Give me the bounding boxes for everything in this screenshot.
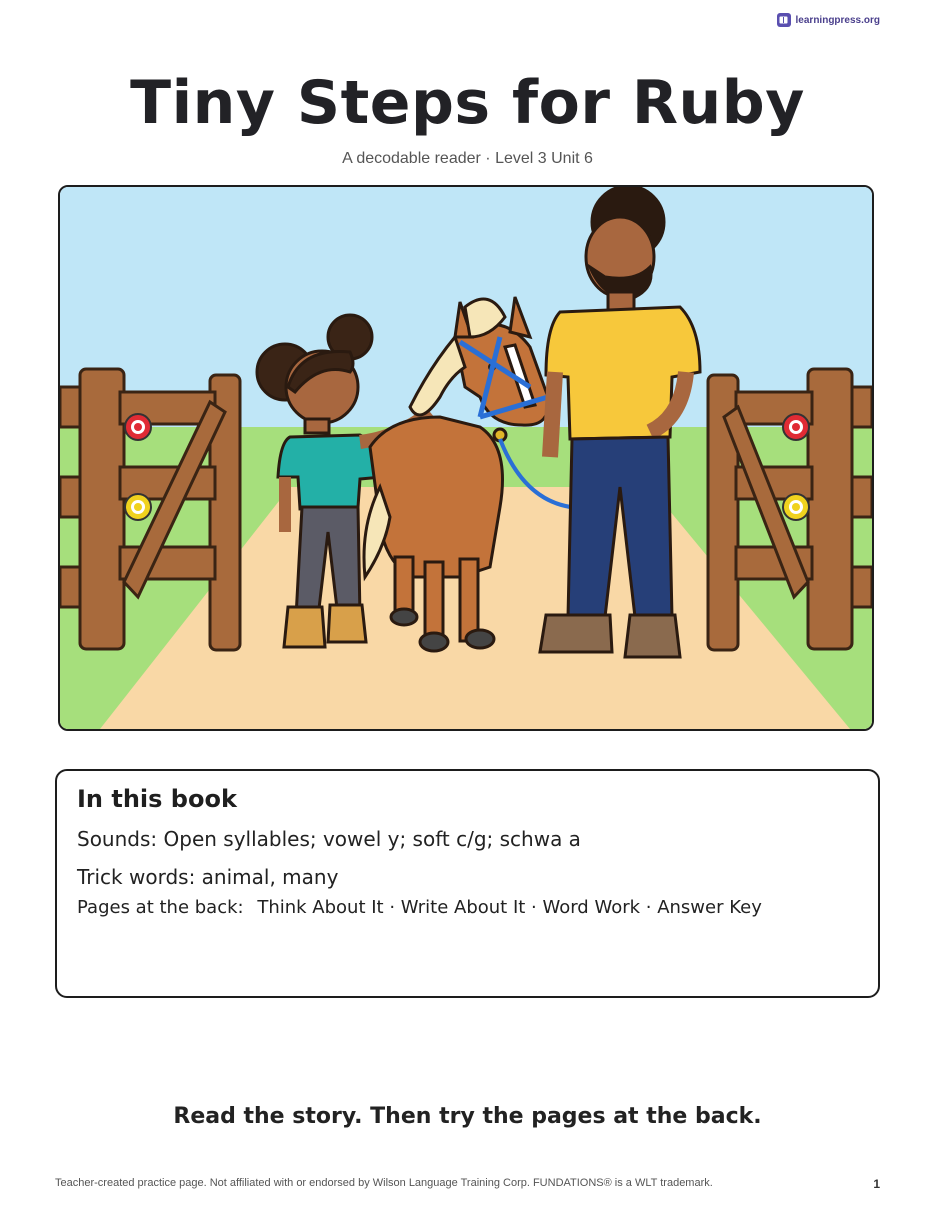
page-footer <box>55 1177 880 1191</box>
sounds-line <box>77 827 858 851</box>
sounds-value: Open syllables; vowel y; soft c/g; schwa a <box>163 827 581 851</box>
girl-pony-man-farm-gate-illustration <box>60 187 872 729</box>
page-subtitle: A decodable reader · Level 3 Unit 6 <box>342 150 593 167</box>
page-title: Tiny Steps for Ruby <box>130 68 805 138</box>
page-number: 1 <box>873 1177 880 1191</box>
book-icon <box>777 13 791 27</box>
back-pages-line <box>77 897 858 918</box>
back-pages-value: Think About It · Write About It · Word Work · Answer Key <box>257 897 762 918</box>
brand-name: learningpress.org <box>795 14 880 26</box>
instruction-text: Read the story. Then try the pages at the back. <box>173 1104 762 1129</box>
info-heading: In this book <box>77 785 237 813</box>
trick-words-line <box>77 865 858 889</box>
book-info-box <box>55 769 880 998</box>
sounds-label: Sounds: <box>77 827 158 851</box>
cover-illustration <box>58 185 874 731</box>
footer-disclaimer: Teacher-created practice page. Not affiliated with or endorsed by Wilson Language Training Corp. FUNDATIONS® is a WLT trademark. <box>55 1177 713 1189</box>
trick-words-value: animal, many <box>201 865 339 889</box>
back-pages-label: Pages at the back: <box>77 897 244 918</box>
brand-link[interactable] <box>777 13 880 27</box>
trick-words-label: Trick words: <box>77 865 196 889</box>
